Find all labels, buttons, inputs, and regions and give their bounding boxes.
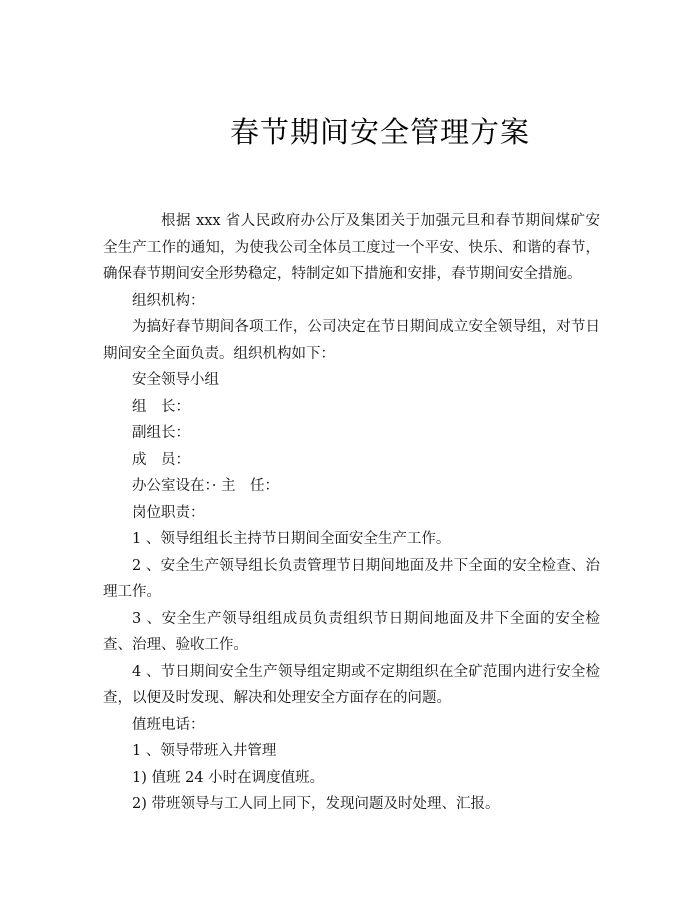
duty-item-1: 1 、领导组组长主持节日期间全面安全生产工作。 <box>132 531 451 547</box>
members-label: 成 员： <box>132 451 190 468</box>
office-location-label: 办公室设在：· 主 任： <box>132 478 279 494</box>
duty-phone-subitem-1: 1) 值班 24 小时在调度值班。 <box>132 769 325 786</box>
duty-phone-subitem-2: 2) 带班领导与工人同上同下，发现问题及时处理、汇报。 <box>132 796 500 812</box>
safety-leadership-group-label: 安全领导小组 <box>132 372 219 388</box>
organization-paragraph: 为搞好春节期间各项工作，公司决定在节日期间成立安全领导组，对节日期间安全全面负责。组织机构如下： <box>103 319 600 362</box>
document-body <box>103 208 600 818</box>
section-heading-duty-phone: 值班电话： <box>132 716 205 733</box>
duty-item-2: 2 、安全生产领导组长负责管理节日期间地面及井下全面的安全检查、治理工作。 <box>103 557 600 600</box>
section-heading-duties: 岗位职责： <box>132 504 205 521</box>
duty-phone-item-1: 1 、领导带班入井管理 <box>132 743 277 759</box>
deputy-leader-label: 副组长： <box>132 425 190 441</box>
duty-item-4: 4 、节日期间安全生产领导组定期或不定期组织在全矿范围内进行安全检查，以便及时发现、解决和处理安全方面存在的问题。 <box>103 663 600 706</box>
duty-item-3: 3 、安全生产领导组组成员负责组织节日期间地面及井下全面的安全检查、治理、验收工作。 <box>103 610 600 653</box>
section-heading-organization: 组织机构： <box>132 292 205 309</box>
document-title: 春节期间安全管理方案 <box>229 115 530 149</box>
intro-paragraph: 根据 xxx 省人民政府办公厅及集团关于加强元旦和春节期间煤矿安全生产工作的通知，为使我公司全体员工度过一个平安、快乐、和谐的春节，确保春节期间安全形势稳定，特制定如下措施和安排，春节期间安全措施。 <box>103 213 600 282</box>
group-leader-label: 组 长： <box>132 398 190 415</box>
